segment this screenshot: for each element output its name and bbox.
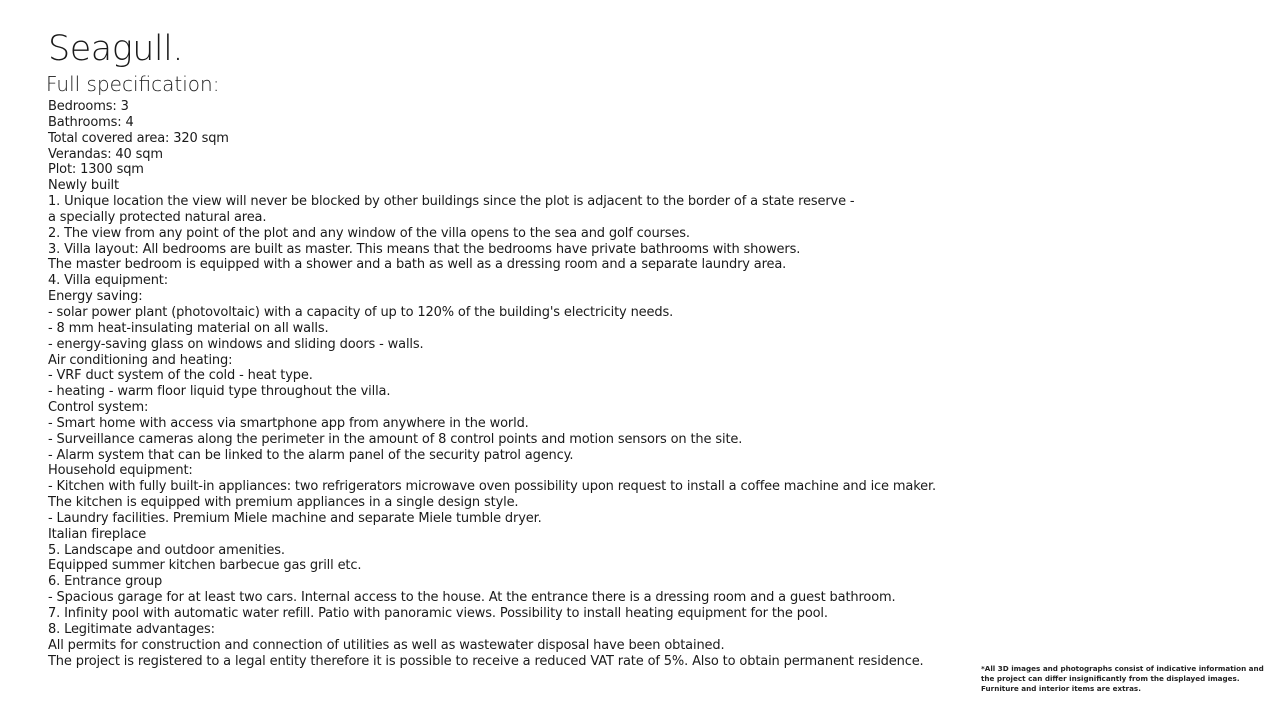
spec-line: Italian fireplace: [48, 526, 147, 542]
spec-line: - Kitchen with fully built-in appliances: two refrigerators microwave oven possibility upon request to install a coffee machine and ice maker.: [48, 479, 936, 495]
spec-line: Total covered area: 320 sqm: [48, 130, 229, 146]
spec-line: 3. Villa layout: All bedrooms are built as master. This means that the bedrooms have private bathrooms with showers.: [48, 241, 801, 257]
specification-list: [48, 99, 936, 669]
spec-line: Equipped summer kitchen barbecue gas grill etc.: [48, 558, 362, 574]
spec-line: - solar power plant (photovoltaic) with a capacity of up to 120% of the building's electricity needs.: [48, 304, 674, 320]
spec-line: 1. Unique location the view will never be blocked by other buildings since the plot is adjacent to the border of a state reserve -: [48, 194, 855, 210]
spec-line: The kitchen is equipped with premium appliances in a single design style.: [48, 495, 519, 511]
spec-line: Household equipment:: [48, 463, 193, 479]
spec-line: Energy saving:: [48, 289, 143, 305]
spec-line: - VRF duct system of the cold - heat type.: [48, 368, 313, 384]
spec-line: - Alarm system that can be linked to the alarm panel of the security patrol agency.: [48, 447, 574, 463]
spec-line: All permits for construction and connection of utilities as well as wastewater disposal have been obtained.: [48, 637, 725, 653]
disclaimer-line: the project can differ insignificantly from the displayed images.: [981, 674, 1240, 683]
spec-line: 4. Villa equipment:: [48, 273, 168, 289]
spec-line: - heating - warm floor liquid type throughout the villa.: [48, 384, 391, 400]
spec-line: Bathrooms: 4: [48, 114, 134, 130]
section-subtitle: Full specification:: [46, 72, 220, 96]
spec-line: Newly built: [48, 178, 119, 194]
spec-line: - energy-saving glass on windows and sliding doors - walls.: [48, 336, 424, 352]
spec-line: - Spacious garage for at least two cars. Internal access to the house. At the entrance there is a dressing room and a guest bathroom.: [48, 590, 896, 606]
disclaimer-note: [981, 664, 1271, 694]
spec-line: - Smart home with access via smartphone app from anywhere in the world.: [48, 415, 529, 431]
spec-line: Control system:: [48, 400, 149, 416]
spec-line: Bedrooms: 3: [48, 99, 129, 114]
spec-line: 8. Legitimate advantages:: [48, 621, 215, 637]
spec-line: - Surveillance cameras along the perimeter in the amount of 8 control points and motion sensors on the site.: [48, 431, 743, 447]
spec-line: 6. Entrance group: [48, 574, 163, 590]
spec-line: a specially protected natural area.: [48, 209, 267, 225]
spec-line: 7. Infinity pool with automatic water refill. Patio with panoramic views. Possibility to install heating equipment for the pool.: [48, 606, 828, 621]
spec-line: The project is registered to a legal entity therefore it is possible to receive a reduced VAT rate of 5%. Also to obtain permanent residence.: [48, 653, 924, 669]
disclaimer-line: Furniture and interior items are extras.: [981, 684, 1141, 693]
spec-line: The master bedroom is equipped with a shower and a bath as well as a dressing room and a separate laundry area.: [48, 257, 787, 273]
spec-line: 5. Landscape and outdoor amenities.: [48, 542, 285, 558]
spec-line: 2. The view from any point of the plot and any window of the villa opens to the sea and golf courses.: [48, 225, 690, 241]
spec-line: - 8 mm heat-insulating material on all walls.: [48, 320, 329, 336]
spec-line: Plot: 1300 sqm: [48, 162, 144, 178]
disclaimer-line: *All 3D images and photographs consist of indicative information and: [981, 664, 1264, 673]
spec-line: Air conditioning and heating:: [48, 352, 233, 368]
page-title: Seagull.: [48, 29, 183, 69]
spec-line: Verandas: 40 sqm: [48, 146, 163, 162]
spec-line: - Laundry facilities. Premium Miele machine and separate Miele tumble dryer.: [48, 510, 542, 526]
